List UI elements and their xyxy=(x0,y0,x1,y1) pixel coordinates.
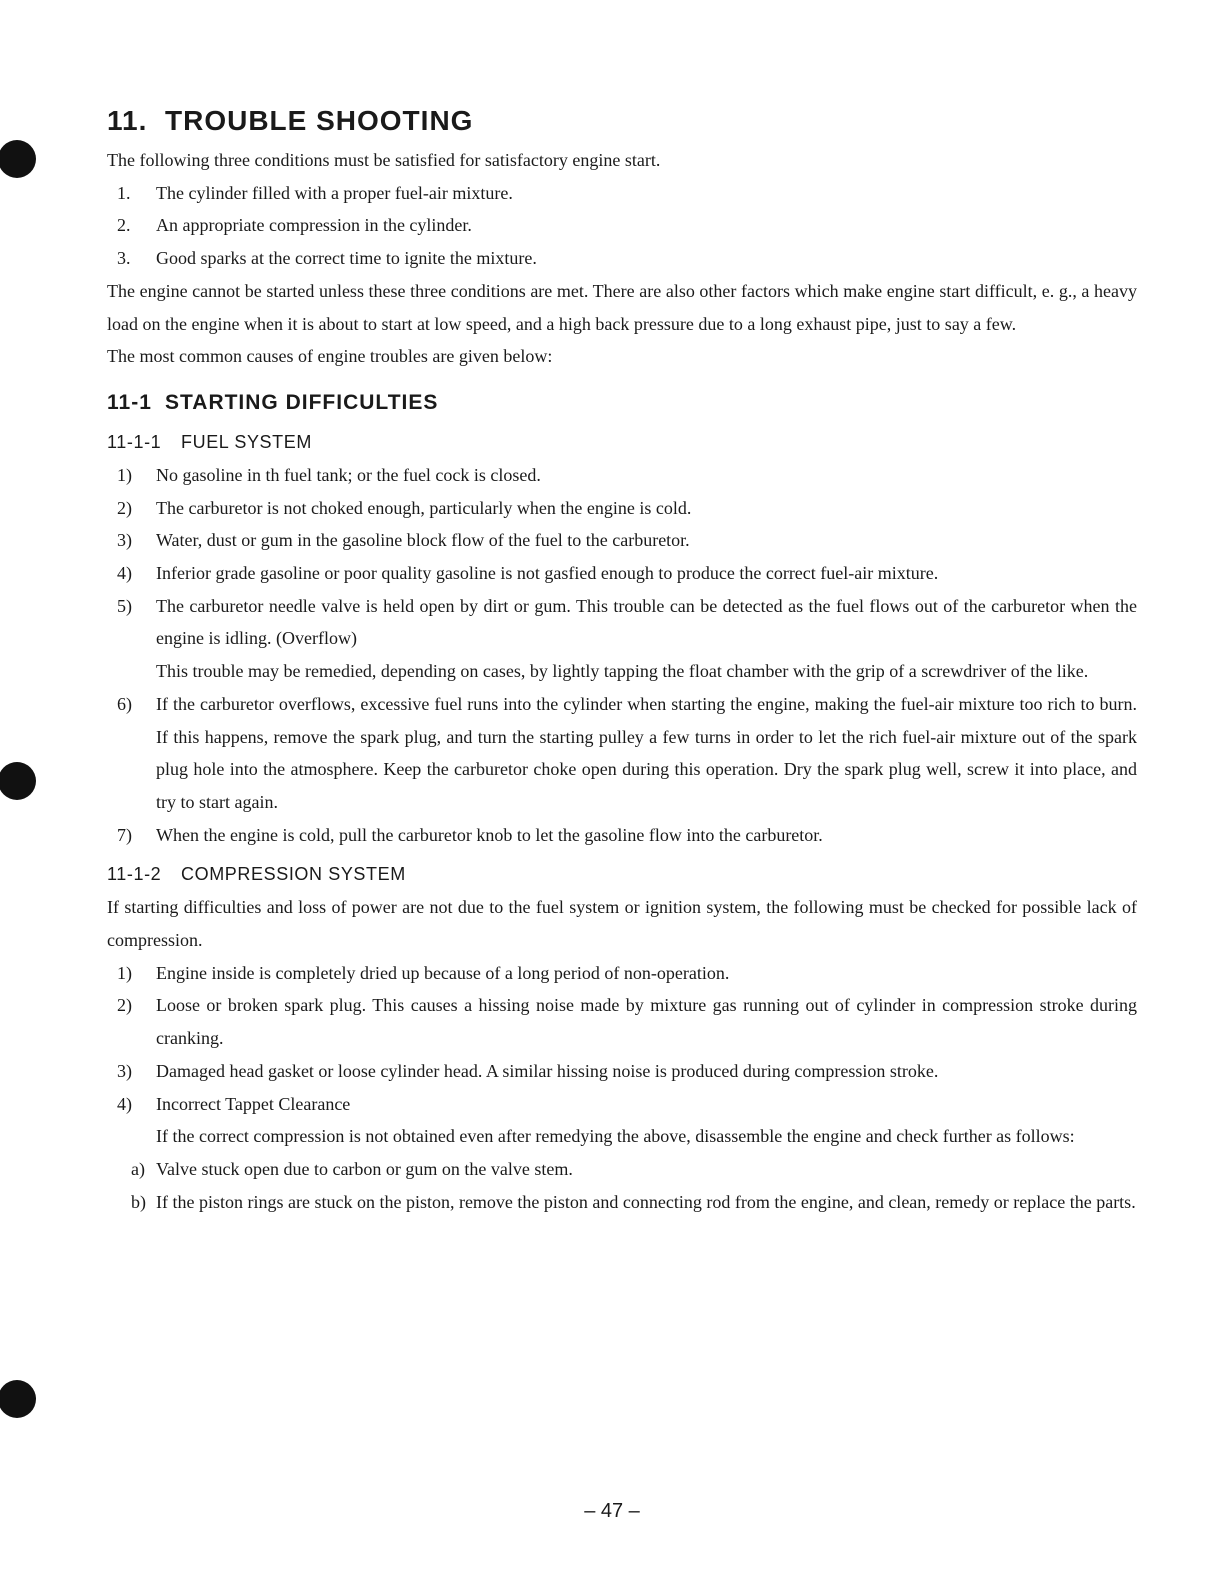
list-marker: 6) xyxy=(117,693,132,714)
list-marker: 2) xyxy=(117,497,132,518)
list-marker: 5) xyxy=(117,595,132,616)
list-item xyxy=(107,819,1137,852)
list-item-note: If the correct compression is not obtained even after remedying the above, disassemble the engine and check further as follows: xyxy=(156,1126,1075,1147)
list-marker: 2) xyxy=(117,995,132,1016)
list-item xyxy=(107,209,1137,242)
list-item-note: This trouble may be remedied, depending on cases, by lightly tapping the float chamber with the grip of a screwdriver of the like. xyxy=(156,661,1089,682)
list-marker: a) xyxy=(131,1158,145,1179)
list-text: Damaged head gasket or loose cylinder head. A similar hissing noise is produced during compression stroke. xyxy=(156,1060,939,1081)
list-text: Incorrect Tappet Clearance xyxy=(156,1093,351,1114)
list-marker: 3) xyxy=(117,1060,132,1081)
document-body xyxy=(107,98,1137,1218)
section-number: 11-1 xyxy=(107,390,152,414)
list-text: An appropriate compression in the cylinder. xyxy=(156,215,472,236)
list-marker: b) xyxy=(131,1191,146,1212)
list-text: Valve stuck open due to carbon or gum on the valve stem. xyxy=(156,1158,573,1179)
body-paragraph: If starting difficulties and loss of power are not due to the fuel system or ignition system, the following must be checked for possible lack of compression. xyxy=(107,897,1137,951)
list-marker: 2. xyxy=(117,215,131,236)
subsection-heading xyxy=(107,425,1137,459)
subsection-number: 11-1-2 xyxy=(107,864,162,885)
list-marker: 4) xyxy=(117,563,132,584)
list-item xyxy=(107,957,1137,990)
list-item xyxy=(107,524,1137,557)
page-title xyxy=(107,98,1137,144)
list-item xyxy=(107,590,1137,655)
list-item xyxy=(107,1088,1137,1121)
list-item xyxy=(107,177,1137,210)
list-text: Good sparks at the correct time to ignite the mixture. xyxy=(156,248,537,269)
list-subitem xyxy=(107,1186,1137,1219)
page-number: – 47 – xyxy=(584,1500,640,1522)
body-paragraph: The engine cannot be started unless these three conditions are met. There are also other factors which make engine start difficult, e. g., a heavy load on the engine when it is about to start at low speed, and a high back pressure due to a long exhaust pipe, just to say a few. xyxy=(107,280,1137,334)
title-text: TROUBLE SHOOTING xyxy=(165,105,474,136)
subsection-title: COMPRESSION SYSTEM xyxy=(181,864,406,885)
list-marker: 1) xyxy=(117,464,132,485)
list-text: If the piston rings are stuck on the piston, remove the piston and connecting rod from the engine, and clean, remedy or replace the parts. xyxy=(156,1191,1136,1212)
list-item xyxy=(107,242,1137,275)
binder-hole xyxy=(0,1380,36,1418)
list-item xyxy=(107,989,1137,1054)
binder-hole xyxy=(0,762,36,800)
list-text: Inferior grade gasoline or poor quality gasoline is not gasfied enough to produce the correct fuel-air mixture. xyxy=(156,563,939,584)
list-marker: 1) xyxy=(117,962,132,983)
subsection-title: FUEL SYSTEM xyxy=(181,431,312,452)
list-subitem xyxy=(107,1153,1137,1186)
list-marker: 7) xyxy=(117,824,132,845)
list-text: Loose or broken spark plug. This causes a hissing noise made by mixture gas running out of cylinder in compression stroke during cranking. xyxy=(156,995,1137,1049)
subsection-number: 11-1-1 xyxy=(107,431,162,452)
list-text: Engine inside is completely dried up because of a long period of non-operation. xyxy=(156,962,730,983)
list-text: The carburetor is not choked enough, particularly when the engine is cold. xyxy=(156,497,692,518)
list-text: If the carburetor overflows, excessive fuel runs into the cylinder when starting the engine, making the fuel-air mixture too rich to burn. If this happens, remove the spark plug, and turn the starting pulley a few turns in order to let the rich fuel-air mixture out of the spark plug hole into the atmosphere. Keep the carburetor choke open during this operation. Dry the spark plug well, screw it into place, and try to start again. xyxy=(156,693,1137,812)
list-text: No gasoline in th fuel tank; or the fuel cock is closed. xyxy=(156,464,541,485)
section-title: STARTING DIFFICULTIES xyxy=(165,390,439,414)
list-item xyxy=(107,557,1137,590)
list-text: The carburetor needle valve is held open by dirt or gum. This trouble can be detected as the fuel flows out of the carburetor when the engine is idling. (Overflow) xyxy=(156,595,1137,649)
list-text: When the engine is cold, pull the carburetor knob to let the gasoline flow into the carburetor. xyxy=(156,824,823,845)
list-marker: 4) xyxy=(117,1093,132,1114)
list-item xyxy=(107,459,1137,492)
subsection-heading xyxy=(107,857,1137,891)
list-marker: 3) xyxy=(117,530,132,551)
list-marker: 1. xyxy=(117,182,131,203)
title-number: 11. xyxy=(107,105,148,136)
list-text: Water, dust or gum in the gasoline block flow of the fuel to the carburetor. xyxy=(156,530,690,551)
section-heading xyxy=(107,381,1137,425)
list-marker: 3. xyxy=(117,248,131,269)
list-text: The cylinder filled with a proper fuel-air mixture. xyxy=(156,182,513,203)
list-item xyxy=(107,1055,1137,1088)
intro-paragraph: The following three conditions must be satisfied for satisfactory engine start. xyxy=(107,150,661,170)
body-paragraph: The most common causes of engine troubles are given below: xyxy=(107,346,553,367)
binder-hole xyxy=(0,140,36,178)
list-item xyxy=(107,688,1137,819)
list-item xyxy=(107,492,1137,525)
